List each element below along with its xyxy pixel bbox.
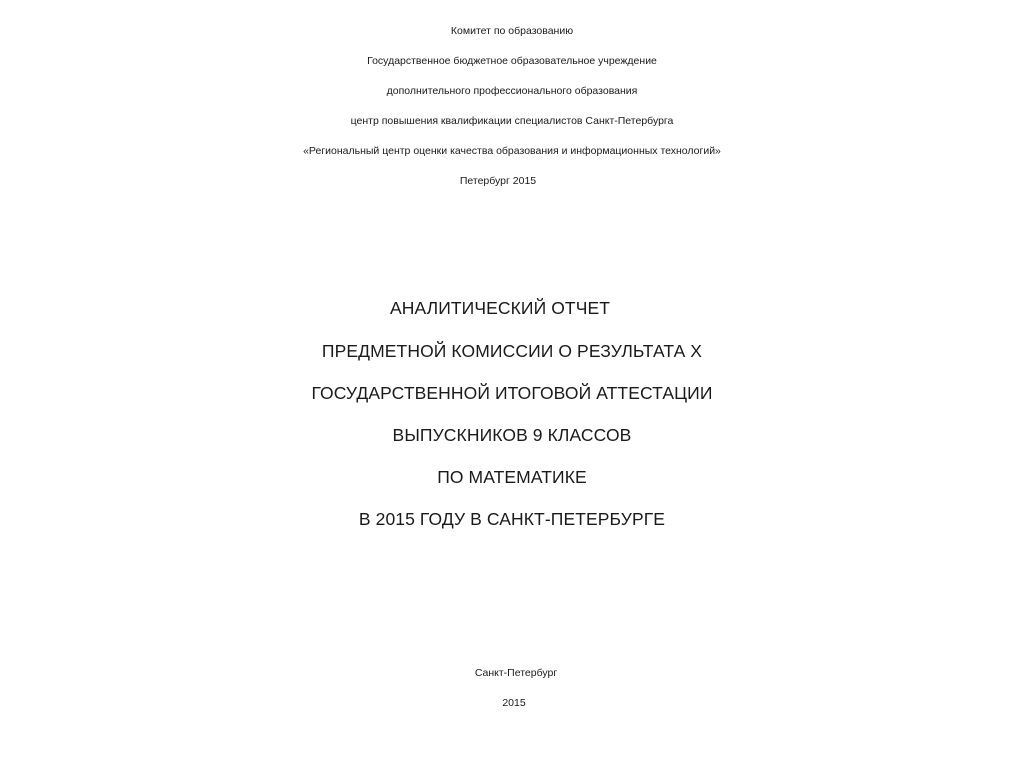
report-title-line-1: АНАЛИТИЧЕСКИЙ ОТЧЕТ [389, 298, 611, 318]
report-title-line-5: ПО МАТЕМАТИКЕ [437, 467, 587, 487]
report-title-line-2: ПРЕДМЕТНОЙ КОМИССИИ О РЕЗУЛЬТАТА Х [321, 341, 703, 361]
report-title-line-6: В 2015 ГОДУ В САНКТ-ПЕТЕРБУРГЕ [358, 509, 666, 529]
report-title-line-3: ГОСУДАРСТВЕННОЙ ИТОГОВОЙ АТТЕСТАЦИИ [311, 383, 713, 403]
institution-type-line: дополнительного профессионального образования [386, 85, 638, 97]
committee-line: Комитет по образованию [450, 25, 574, 37]
footer-year: 2015 [502, 697, 526, 709]
institution-center-line: центр повышения квалификации специалистов Санкт-Петербурга [350, 115, 674, 127]
report-title-line-4: ВЫПУСКНИКОВ 9 КЛАССОВ [392, 425, 632, 445]
footer-city: Санкт-Петербург [474, 667, 558, 679]
header-city-year-line: Петербург 2015 [459, 175, 537, 187]
institution-line: Государственное бюджетное образовательное учреждение [367, 55, 657, 67]
institution-name-line: «Региональный центр оценки качества образования и информационных технологий» [303, 145, 721, 157]
